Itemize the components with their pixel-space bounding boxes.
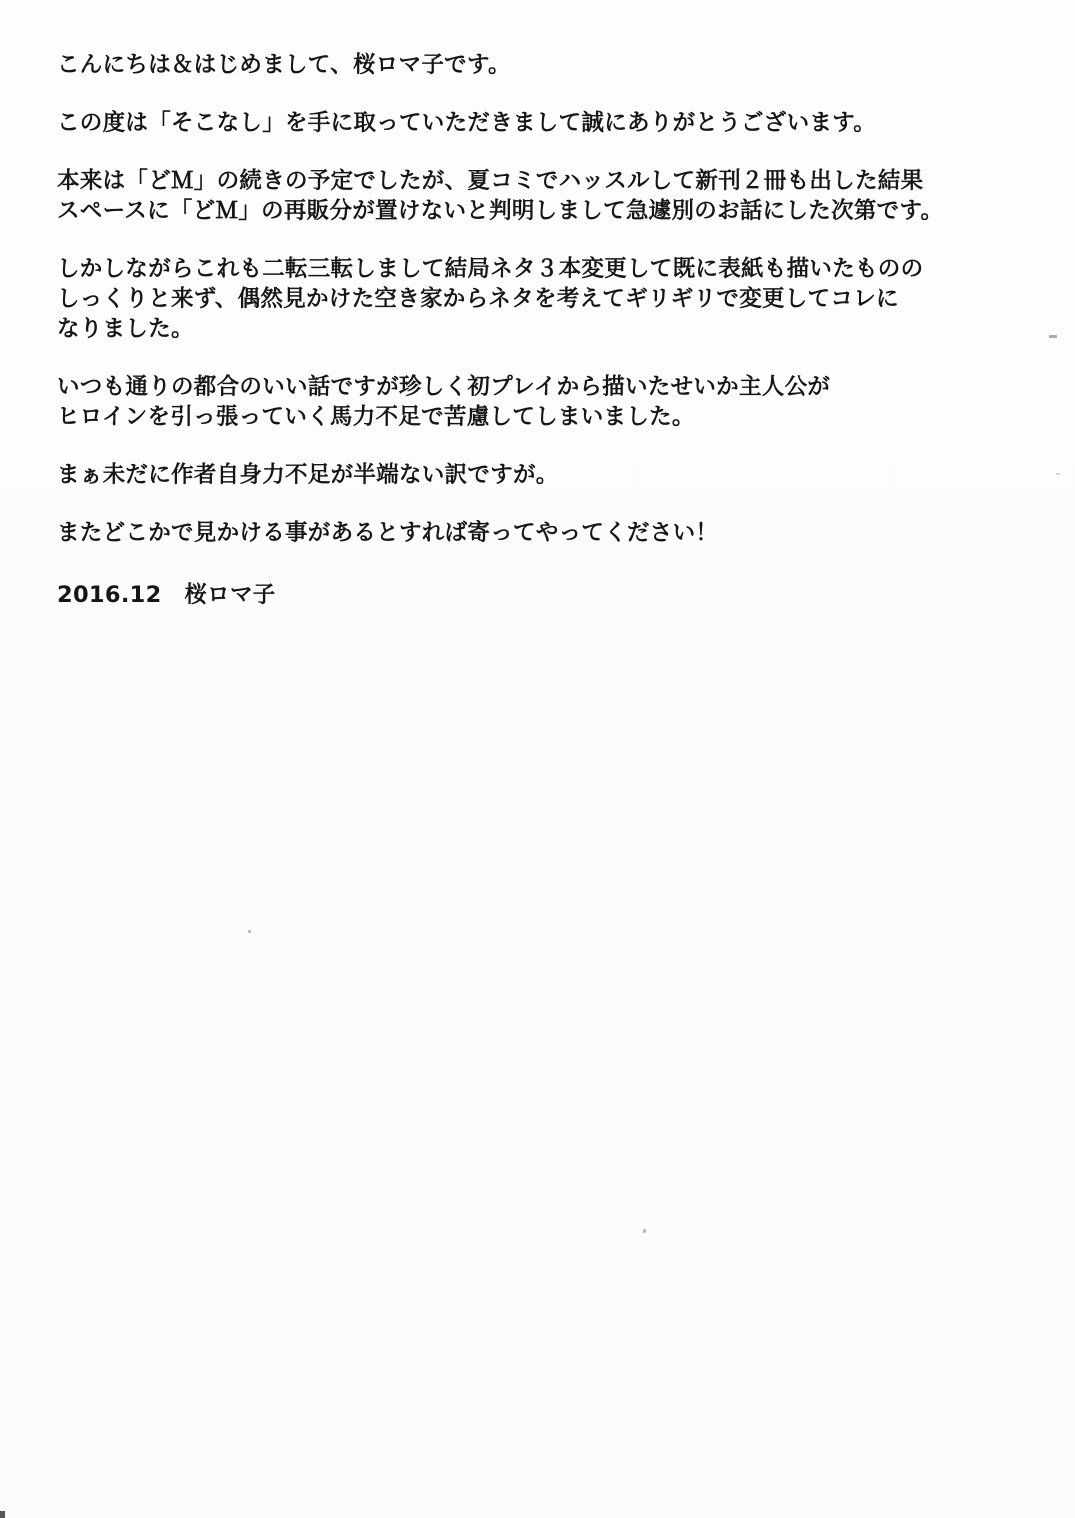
paragraph-idea-changes [57,254,1017,344]
paragraph-closing [57,518,1017,548]
scan-speck [643,1229,646,1233]
paragraph-original-plan [57,166,1017,226]
letter-line: なりました。 [57,316,194,342]
paragraph-greeting [57,50,1017,80]
letter-line: 本来は「どＭ」の続きの予定でしたが、夏コミでハッスルして新刊２冊も出した結果 [57,168,924,194]
letter-line: しっくりと来ず、偶然見かけた空き家からネタを考えてギリギリで変更してコレに [57,286,899,312]
letter-line: スペースに「どＭ」の再販分が置けないと判明しまして急遽別のお話にした次第です。 [57,198,944,224]
paragraph-self-deprecation [57,460,1017,490]
letter-line: まぁ未だに作者自身力不足が半端ない訳ですが。 [57,462,559,488]
afterword-text-block [57,50,1017,610]
letter-line: この度は「そこなし」を手に取っていただきまして誠にありがとうございます。 [57,110,877,136]
paragraph-story-notes [57,372,1017,432]
paragraph-thanks [57,108,1017,138]
scan-edge-artifact [0,1511,5,1518]
scan-speck [248,930,251,933]
letter-line: こんにちは＆はじめまして、桜ロマ子です。 [57,52,511,78]
letter-line: ヒロインを引っ張っていく馬力不足で苦慮してしまいました。 [57,404,695,430]
scan-speck [1049,335,1057,338]
letter-line: いつも通りの都合のいい話ですが珍しく初プレイから描いたせいか主人公が [57,374,831,400]
letter-line: またどこかで見かける事があるとすれば寄ってやってください！ [57,520,719,546]
signature-line: 2016.12 桜ロマ子 [57,582,276,608]
letter-line: しかしながらこれも二転三転しまして結局ネタ３本変更して既に表紙も描いたものの [57,256,924,282]
scan-speck [1056,473,1060,475]
